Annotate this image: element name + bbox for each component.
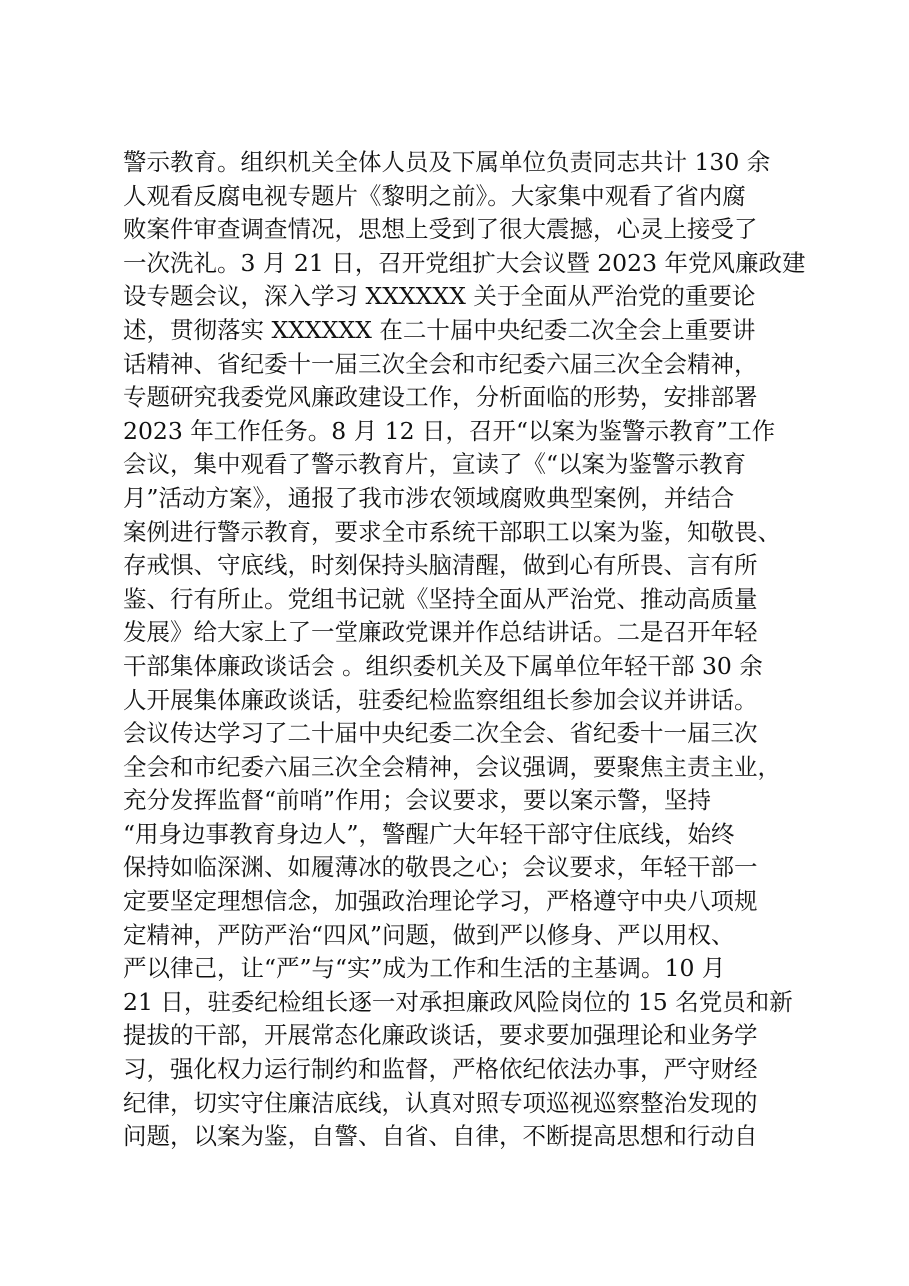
text-line: 21 日，驻委纪检组长逐一对承担廉政风险岗位的 15 名党员和新: [123, 987, 793, 1016]
text-line: 问题，以案为鉴，自警、自省、自律，不断提高思想和行动自: [123, 1122, 758, 1151]
text-line: 干部集体廉政谈话会 。组织委机关及下属单位年轻干部 30 余: [123, 651, 763, 680]
text-line: 一次洗礼。3 月 21 日，召开党组扩大会议暨 2023 年党风廉政建: [123, 248, 806, 277]
text-line: 专题研究我委党风廉政建设工作，分析面临的形势，安排部署: [123, 383, 758, 412]
text-line: 定要坚定理想信念，加强政治理论学习，严格遵守中央八项规: [123, 887, 758, 916]
text-line: 习，强化权力运行制约和监督，严格依纪依法办事，严守财经: [123, 1055, 758, 1084]
body-text: [123, 146, 823, 1154]
text-line: 警示教育。组织机关全体人员及下属单位负责同志共计 130 余: [123, 148, 771, 176]
text-line: 提拔的干部，开展常态化廉政谈话，要求要加强理论和业务学: [123, 1021, 758, 1050]
text-line: 败案件审查调查情况，思想上受到了很大震撼，心灵上接受了: [123, 215, 758, 244]
text-line: 话精神、省纪委十一届三次全会和市纪委六届三次全会精神，: [123, 349, 758, 378]
text-line: 会议，集中观看了警示教育片，宣读了《“以案为鉴警示教育: [123, 450, 747, 479]
text-line: 设专题会议，深入学习 XXXXXX 关于全面从严治党的重要论: [123, 282, 756, 311]
text-line: 月”活动方案》，通报了我市涉农领域腐败典型案例，并结合: [123, 483, 735, 512]
text-line: 会议传达学习了二十届中央纪委二次全会、省纪委十一届三次: [123, 719, 758, 748]
text-line: 存戒惧、守底线，时刻保持头脑清醒，做到心有所畏、言有所: [123, 551, 758, 580]
text-line: 严以律己，让“严”与“实”成为工作和生活的主基调。10 月: [123, 954, 726, 983]
text-line: 保持如临深渊、如履薄冰的敬畏之心；会议要求，年轻干部一: [123, 853, 758, 882]
text-line: “用身边事教育身边人”，警醒广大年轻干部守住底线，始终: [123, 819, 735, 848]
text-line: 案例进行警示教育，要求全市系统干部职工以案为鉴，知敬畏、: [123, 517, 781, 546]
text-line: 鉴、行有所止。党组书记就《坚持全面从严治党、推动高质量: [123, 584, 758, 613]
text-line: 发展》给大家上了一堂廉政党课并作总结讲话。二是召开年轻: [123, 618, 758, 647]
text-line: 纪律，切实守住廉洁底线，认真对照专项巡视巡察整治发现的: [123, 1088, 758, 1117]
text-line: 2023 年工作任务。8 月 12 日，召开“以案为鉴警示教育”工作: [123, 416, 776, 445]
text-line: 人观看反腐电视专题片《黎明之前》。大家集中观看了省内腐: [123, 181, 746, 210]
text-line: 定精神，严防严治“四风”问题，做到严以修身、严以用权、: [123, 920, 735, 949]
text-line: 充分发挥监督“前哨”作用；会议要求，要以案示警，坚持: [123, 786, 712, 815]
text-line: 全会和市纪委六届三次全会精神，会议强调，要聚焦主责主业，: [123, 752, 781, 781]
text-line: 人开展集体廉政谈话，驻委纪检监察组组长参加会议并讲话。: [123, 685, 758, 714]
text-line: 述，贯彻落实 XXXXXX 在二十届中央纪委二次全会上重要讲: [123, 315, 756, 344]
